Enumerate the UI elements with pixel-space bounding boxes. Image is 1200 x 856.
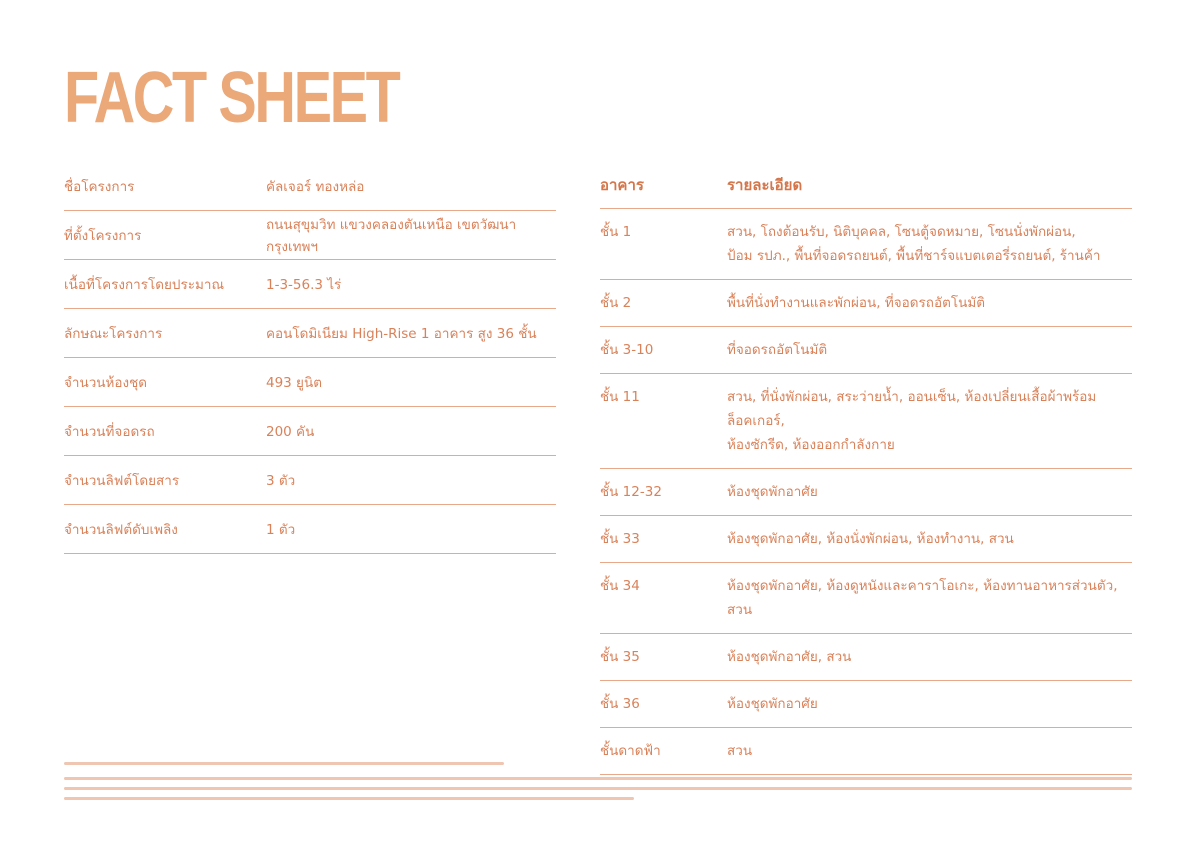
passenger-lift-value: 3 ตัว: [266, 473, 296, 489]
floor-row: [600, 563, 1132, 634]
page-title: FACT SHEET: [64, 58, 399, 138]
passenger-lift-label: จำนวนลิฟต์โดยสาร: [64, 473, 180, 489]
detail-header: รายละเอียด: [727, 176, 803, 194]
floor-row: [600, 681, 1132, 728]
parking-count-row: [64, 407, 556, 456]
passenger-lift-row: [64, 456, 556, 505]
footnote-line: [64, 787, 1132, 790]
floor-label: ชั้น 36: [600, 696, 640, 712]
project-area-value: 1-3-56.3 ไร่: [266, 277, 342, 293]
floor-label: ชั้น 3-10: [600, 342, 654, 358]
footnote-line: [64, 762, 504, 765]
floor-label: ชั้น 34: [600, 578, 640, 594]
building-header: อาคาร: [600, 176, 644, 194]
floor-row: [600, 469, 1132, 516]
unit-count-row: [64, 358, 556, 407]
parking-count-value: 200 คัน: [266, 424, 315, 440]
floor-label: ชั้น 33: [600, 531, 640, 547]
unit-count-value: 493 ยูนิต: [266, 375, 322, 391]
fire-lift-label: จำนวนลิฟต์ดับเพลิง: [64, 522, 178, 538]
facilities-header: [600, 162, 1132, 209]
floor-row: [600, 209, 1132, 280]
floor-label: ชั้นดาดฟ้า: [600, 743, 661, 759]
floor-row: [600, 634, 1132, 681]
project-location-value: ถนนสุขุมวิท แขวงคลองตันเหนือ เขตวัฒนา กรุงเทพฯ: [266, 217, 517, 255]
project-location-label: ที่ตั้งโครงการ: [64, 228, 142, 244]
floor-label: ชั้น 11: [600, 389, 640, 405]
floor-row: [600, 327, 1132, 374]
floor-label: ชั้น 35: [600, 649, 640, 665]
project-area-row: [64, 260, 556, 309]
project-area-label: เนื้อที่โครงการโดยประมาณ: [64, 277, 224, 293]
parking-count-label: จำนวนที่จอดรถ: [64, 424, 155, 440]
project-name-label: ชื่อโครงการ: [64, 179, 135, 195]
floor-label: ชั้น 2: [600, 295, 632, 311]
floor-detail: ห้องชุดพักอาศัย, ห้องดูหนังและคาราโอเกะ, ห้องทานอาหารส่วนตัว, สวน: [727, 578, 1118, 618]
floor-label: ชั้น 1: [600, 224, 632, 240]
project-location-row: [64, 211, 556, 260]
floor-detail: ห้องชุดพักอาศัย, สวน: [727, 649, 852, 665]
facilities-table: [600, 162, 1132, 775]
floor-detail: ห้องชุดพักอาศัย: [727, 696, 818, 712]
project-type-row: [64, 309, 556, 358]
project-info-table: [64, 162, 556, 554]
fire-lift-value: 1 ตัว: [266, 522, 296, 538]
footnote-line: [64, 777, 1132, 780]
project-name-row: [64, 162, 556, 211]
unit-count-label: จำนวนห้องชุด: [64, 375, 148, 391]
floor-row: [600, 280, 1132, 327]
project-type-label: ลักษณะโครงการ: [64, 326, 163, 342]
fire-lift-row: [64, 505, 556, 554]
floor-detail: พื้นที่นั่งทำงานและพักผ่อน, ที่จอดรถอัตโนมัติ: [727, 295, 985, 311]
project-name-value: คัลเจอร์ ทองหล่อ: [266, 179, 365, 195]
floor-detail: ที่จอดรถอัตโนมัติ: [727, 342, 828, 358]
floor-detail: สวน, โถงต้อนรับ, นิติบุคคล, โซนตู้จดหมาย, โซนนั่งพักผ่อน, ป้อม รปภ., พื้นที่จอดรถยนต์, พื้นที่ชาร์จแบตเตอรี่รถยนต์, ร้านค้า: [727, 224, 1101, 264]
floor-detail: ห้องชุดพักอาศัย, ห้องนั่งพักผ่อน, ห้องทำงาน, สวน: [727, 531, 1014, 547]
floor-detail: สวน: [727, 743, 753, 759]
floor-row: [600, 516, 1132, 563]
fine-print-footnotes: [64, 762, 1134, 807]
project-type-value: คอนโดมิเนียม High-Rise 1 อาคาร สูง 36 ชั้น: [266, 326, 537, 342]
floor-row: [600, 374, 1132, 469]
floor-detail: ห้องชุดพักอาศัย: [727, 484, 818, 500]
footnote-line: [64, 797, 634, 800]
floor-label: ชั้น 12-32: [600, 484, 662, 500]
floor-detail: สวน, ที่นั่งพักผ่อน, สระว่ายน้ำ, ออนเซ็น, ห้องเปลี่ยนเสื้อผ้าพร้อมล็อคเกอร์, ห้องซักรีด, ห้องออกกำลังกาย: [727, 389, 1097, 453]
